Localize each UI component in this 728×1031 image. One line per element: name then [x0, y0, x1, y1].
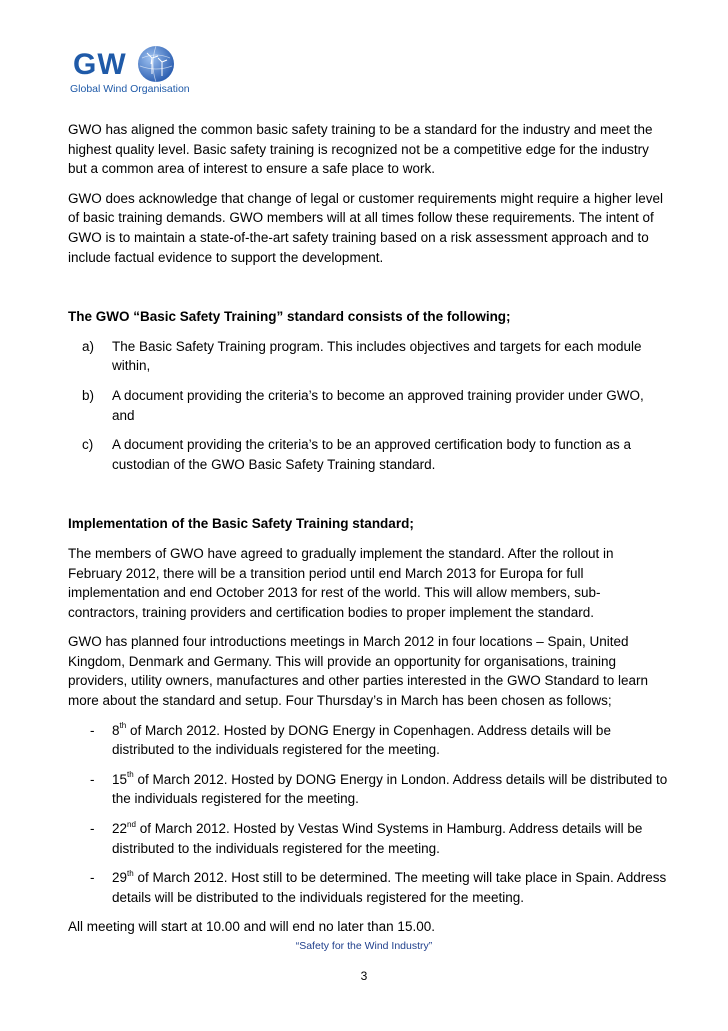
meeting-item — [68, 770, 668, 809]
standard-item — [68, 435, 668, 474]
meeting-item — [68, 868, 668, 907]
standard-item — [68, 337, 668, 376]
list-marker: - — [90, 722, 95, 738]
gwo-logo — [64, 40, 214, 98]
meeting-text: of March 2012. Hosted by Vestas Wind Systems in Hamburg. Address details will be distributed to the individuals registered for the meeting. — [112, 821, 643, 856]
standard-item — [68, 386, 668, 425]
logo-mark: GW — [73, 48, 127, 81]
meeting-text: of March 2012. Hosted by DONG Energy in London. Address details will be distributed to the individuals registered for the meeting. — [112, 771, 668, 807]
meeting-day-suffix: th — [127, 770, 134, 780]
intro-paragraph-2: GWO does acknowledge that change of legal or customer requirements might require a higher level of basic training demands. GWO members will at all times follow these requirements. The intent of GWO is to maintain a state-of-the-art safety training based on a risk assessment approach and to include factual evidence to support the development. — [68, 190, 664, 265]
meeting-day: 29 — [112, 870, 128, 886]
meeting-day: 22 — [112, 821, 128, 837]
document-body — [68, 120, 668, 947]
page-number: 3 — [360, 969, 368, 983]
list-marker: c) — [82, 437, 94, 453]
implementation-heading: Implementation of the Basic Safety Training standard; — [68, 516, 414, 532]
intro-paragraph-1: GWO has aligned the common basic safety training to be a standard for the industry and meet the highest quality level. Basic safety training is recognized not be a competitive edge for the industry but a common area of interest to ensure a safe place to work. — [68, 122, 653, 177]
meeting-text: of March 2012. Hosted by DONG Energy in Copenhagen. Address details will be distributed to the individuals registered for the meeting. — [112, 722, 611, 758]
list-marker: b) — [82, 387, 95, 403]
logo-name: Global Wind Organisation — [70, 83, 190, 95]
standard-heading: The GWO “Basic Safety Training” standard consists of the following; — [68, 309, 511, 325]
meeting-day-suffix: nd — [127, 819, 136, 829]
list-marker: - — [90, 821, 95, 837]
footer-tagline: “Safety for the Wind Industry” — [295, 940, 433, 952]
list-item-text: A document providing the criteria’s to become an approved training provider under GWO, and — [112, 387, 644, 423]
meeting-day: 8 — [112, 722, 120, 738]
list-marker: - — [90, 771, 95, 787]
meeting-text: of March 2012. Host still to be determined. The meeting will take place in Spain. Address details will be distributed to the individuals registered for the meeting. — [112, 870, 667, 905]
meeting-item — [68, 819, 668, 858]
meeting-item — [68, 721, 668, 760]
meeting-day-suffix: th — [119, 721, 127, 731]
globe-icon — [136, 44, 176, 84]
implementation-paragraph-1: The members of GWO have agreed to gradually implement the standard. After the rollout in February 2012, there will be a transition period until end March 2013 for Europa for full implementation and end October 2013 for rest of the world. This will allow members, sub-contractors, training providers and certification bodies to proper implement the standard. — [68, 545, 614, 620]
list-item-text: The Basic Safety Training program. This includes objectives and targets for each module within, — [112, 338, 642, 374]
closing-paragraph: All meeting will start at 10.00 and will end no later than 15.00. — [68, 919, 435, 935]
list-marker: a) — [82, 338, 95, 354]
meeting-day-suffix: th — [127, 868, 134, 878]
meeting-day: 15 — [112, 771, 128, 787]
list-marker: - — [90, 870, 95, 886]
implementation-paragraph-2: GWO has planned four introductions meetings in March 2012 in four locations – Spain, United Kingdom, Denmark and Germany. This will provide an opportunity for organisations, training providers, utility owners, manufactures and other parties interested in the GWO Standard to learn more about the standard and setup. Four Thursday’s in March has been chosen as follows; — [68, 634, 649, 709]
list-item-text: A document providing the criteria’s to be an approved certification body to function as a custodian of the GWO Basic Safety Training standard. — [112, 437, 632, 472]
